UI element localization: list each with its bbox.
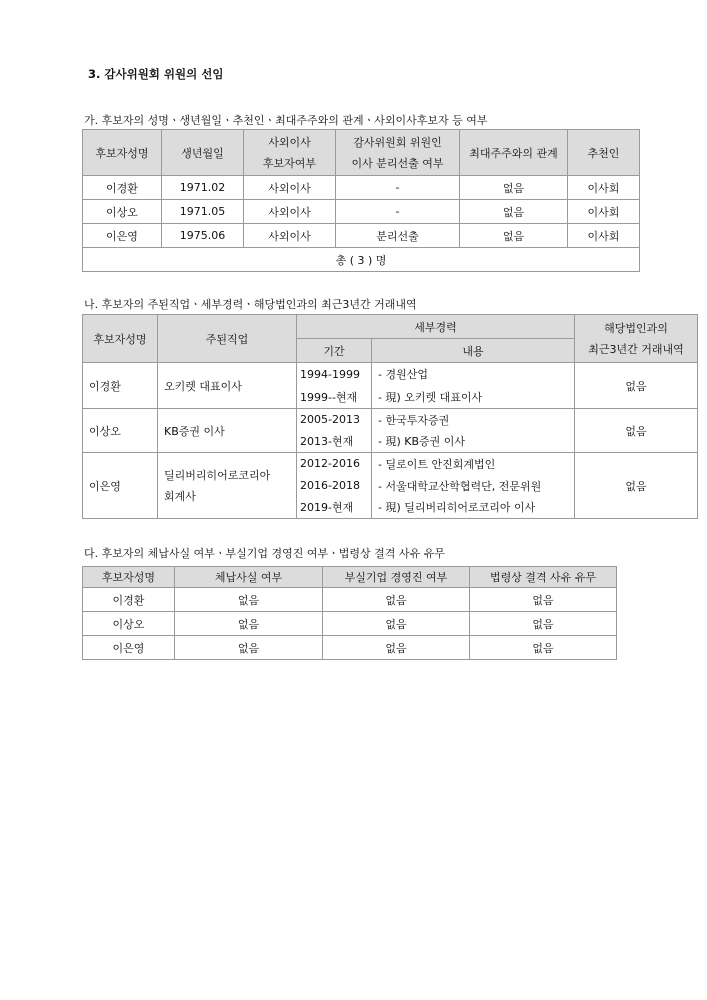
career-table bbox=[82, 314, 698, 519]
cell-relation: 없음 bbox=[460, 176, 568, 200]
header-career: 세부경력 bbox=[297, 315, 575, 339]
table-header-row bbox=[83, 567, 617, 588]
cell-recommender: 이사회 bbox=[568, 200, 640, 224]
header-audit: 감사위원회 위원인 이사 분리선출 여부 bbox=[336, 130, 460, 176]
cell-period: 2005-2013 bbox=[297, 409, 372, 431]
cell-period: 2013-현재 bbox=[297, 431, 372, 453]
cell-insolvent: 없음 bbox=[323, 636, 470, 660]
cell-period: 1999--현재 bbox=[297, 386, 372, 409]
section-c-title: 다. 후보자의 체납사실 여부ㆍ부실기업 경영진 여부ㆍ법령상 결격 사유 유무 bbox=[84, 547, 445, 560]
cell-name: 이은영 bbox=[83, 453, 158, 519]
cell-outside: 사외이사 bbox=[244, 200, 336, 224]
cell-content: - 現) 딜리버리히어로코리아 이사 bbox=[372, 497, 575, 519]
cell-name: 이은영 bbox=[83, 636, 175, 660]
cell-insolvent: 없음 bbox=[323, 612, 470, 636]
cell-deal: 없음 bbox=[575, 409, 698, 453]
table-row bbox=[83, 588, 617, 612]
cell-deal: 없음 bbox=[575, 363, 698, 409]
cell-birth: 1975.06 bbox=[162, 224, 244, 248]
cell-content: - 딜로이트 안진회계법인 bbox=[372, 453, 575, 475]
table-row bbox=[83, 636, 617, 660]
cell-content: - 경원산업 bbox=[372, 363, 575, 386]
header-tax: 체납사실 여부 bbox=[175, 567, 323, 588]
cell-job: 오키렛 대표이사 bbox=[158, 363, 297, 409]
cell-content: - 서울대학교산학협력단, 전문위원 bbox=[372, 475, 575, 497]
header-name: 후보자성명 bbox=[83, 567, 175, 588]
cell-tax: 없음 bbox=[175, 636, 323, 660]
section-b-title: 나. 후보자의 주된직업ㆍ세부경력ㆍ해당법인과의 최근3년간 거래내역 bbox=[84, 298, 417, 311]
cell-name: 이은영 bbox=[83, 224, 162, 248]
cell-name: 이상오 bbox=[83, 612, 175, 636]
table-row bbox=[83, 363, 698, 386]
cell-content: - 現) KB증권 이사 bbox=[372, 431, 575, 453]
cell-recommender: 이사회 bbox=[568, 176, 640, 200]
disqualification-table bbox=[82, 566, 617, 660]
total-count: 총 ( 3 ) 명 bbox=[83, 248, 640, 272]
header-content: 내용 bbox=[372, 339, 575, 363]
cell-outside: 사외이사 bbox=[244, 176, 336, 200]
cell-disqual: 없음 bbox=[470, 612, 617, 636]
table-row bbox=[83, 453, 698, 475]
cell-content: - 한국투자증권 bbox=[372, 409, 575, 431]
header-job: 주된직업 bbox=[158, 315, 297, 363]
cell-relation: 없음 bbox=[460, 224, 568, 248]
header-outside: 사외이사 후보자여부 bbox=[244, 130, 336, 176]
cell-name: 이경환 bbox=[83, 363, 158, 409]
cell-disqual: 없음 bbox=[470, 588, 617, 612]
cell-name: 이상오 bbox=[83, 409, 158, 453]
header-deal: 해당법인과의 최근3년간 거래내역 bbox=[575, 315, 698, 363]
cell-deal: 없음 bbox=[575, 453, 698, 519]
table-row bbox=[83, 200, 640, 224]
section-heading: 3. 감사위원회 위원의 선임 bbox=[88, 67, 224, 81]
header-insolvent: 부실기업 경영진 여부 bbox=[323, 567, 470, 588]
cell-content: - 現) 오키렛 대표이사 bbox=[372, 386, 575, 409]
header-relation: 최대주주와의 관계 bbox=[460, 130, 568, 176]
header-name: 후보자성명 bbox=[83, 130, 162, 176]
cell-tax: 없음 bbox=[175, 612, 323, 636]
table-header-row bbox=[83, 130, 640, 176]
cell-insolvent: 없음 bbox=[323, 588, 470, 612]
table-row bbox=[83, 176, 640, 200]
cell-birth: 1971.05 bbox=[162, 200, 244, 224]
cell-audit: 분리선출 bbox=[336, 224, 460, 248]
cell-relation: 없음 bbox=[460, 200, 568, 224]
cell-birth: 1971.02 bbox=[162, 176, 244, 200]
cell-audit: - bbox=[336, 200, 460, 224]
cell-recommender: 이사회 bbox=[568, 224, 640, 248]
cell-period: 2012-2016 bbox=[297, 453, 372, 475]
section-a-title: 가. 후보자의 성명ㆍ생년월일ㆍ추천인ㆍ최대주주와의 관계ㆍ사외이사후보자 등 여부 bbox=[84, 114, 488, 127]
cell-period: 1994-1999 bbox=[297, 363, 372, 386]
cell-disqual: 없음 bbox=[470, 636, 617, 660]
header-recommender: 추천인 bbox=[568, 130, 640, 176]
table-row bbox=[83, 224, 640, 248]
cell-period: 2019-현재 bbox=[297, 497, 372, 519]
header-disqual: 법령상 결격 사유 유무 bbox=[470, 567, 617, 588]
table-row bbox=[83, 612, 617, 636]
table-row bbox=[83, 409, 698, 431]
cell-job: 딜리버리히어로코리아 회계사 bbox=[158, 453, 297, 519]
header-period: 기간 bbox=[297, 339, 372, 363]
table-header-row bbox=[83, 315, 698, 339]
cell-tax: 없음 bbox=[175, 588, 323, 612]
header-birth: 생년월일 bbox=[162, 130, 244, 176]
cell-audit: - bbox=[336, 176, 460, 200]
cell-period: 2016-2018 bbox=[297, 475, 372, 497]
total-row bbox=[83, 248, 640, 272]
cell-job: KB증권 이사 bbox=[158, 409, 297, 453]
header-name: 후보자성명 bbox=[83, 315, 158, 363]
cell-outside: 사외이사 bbox=[244, 224, 336, 248]
cell-name: 이경환 bbox=[83, 588, 175, 612]
candidate-table bbox=[82, 129, 640, 272]
cell-name: 이경환 bbox=[83, 176, 162, 200]
cell-name: 이상오 bbox=[83, 200, 162, 224]
